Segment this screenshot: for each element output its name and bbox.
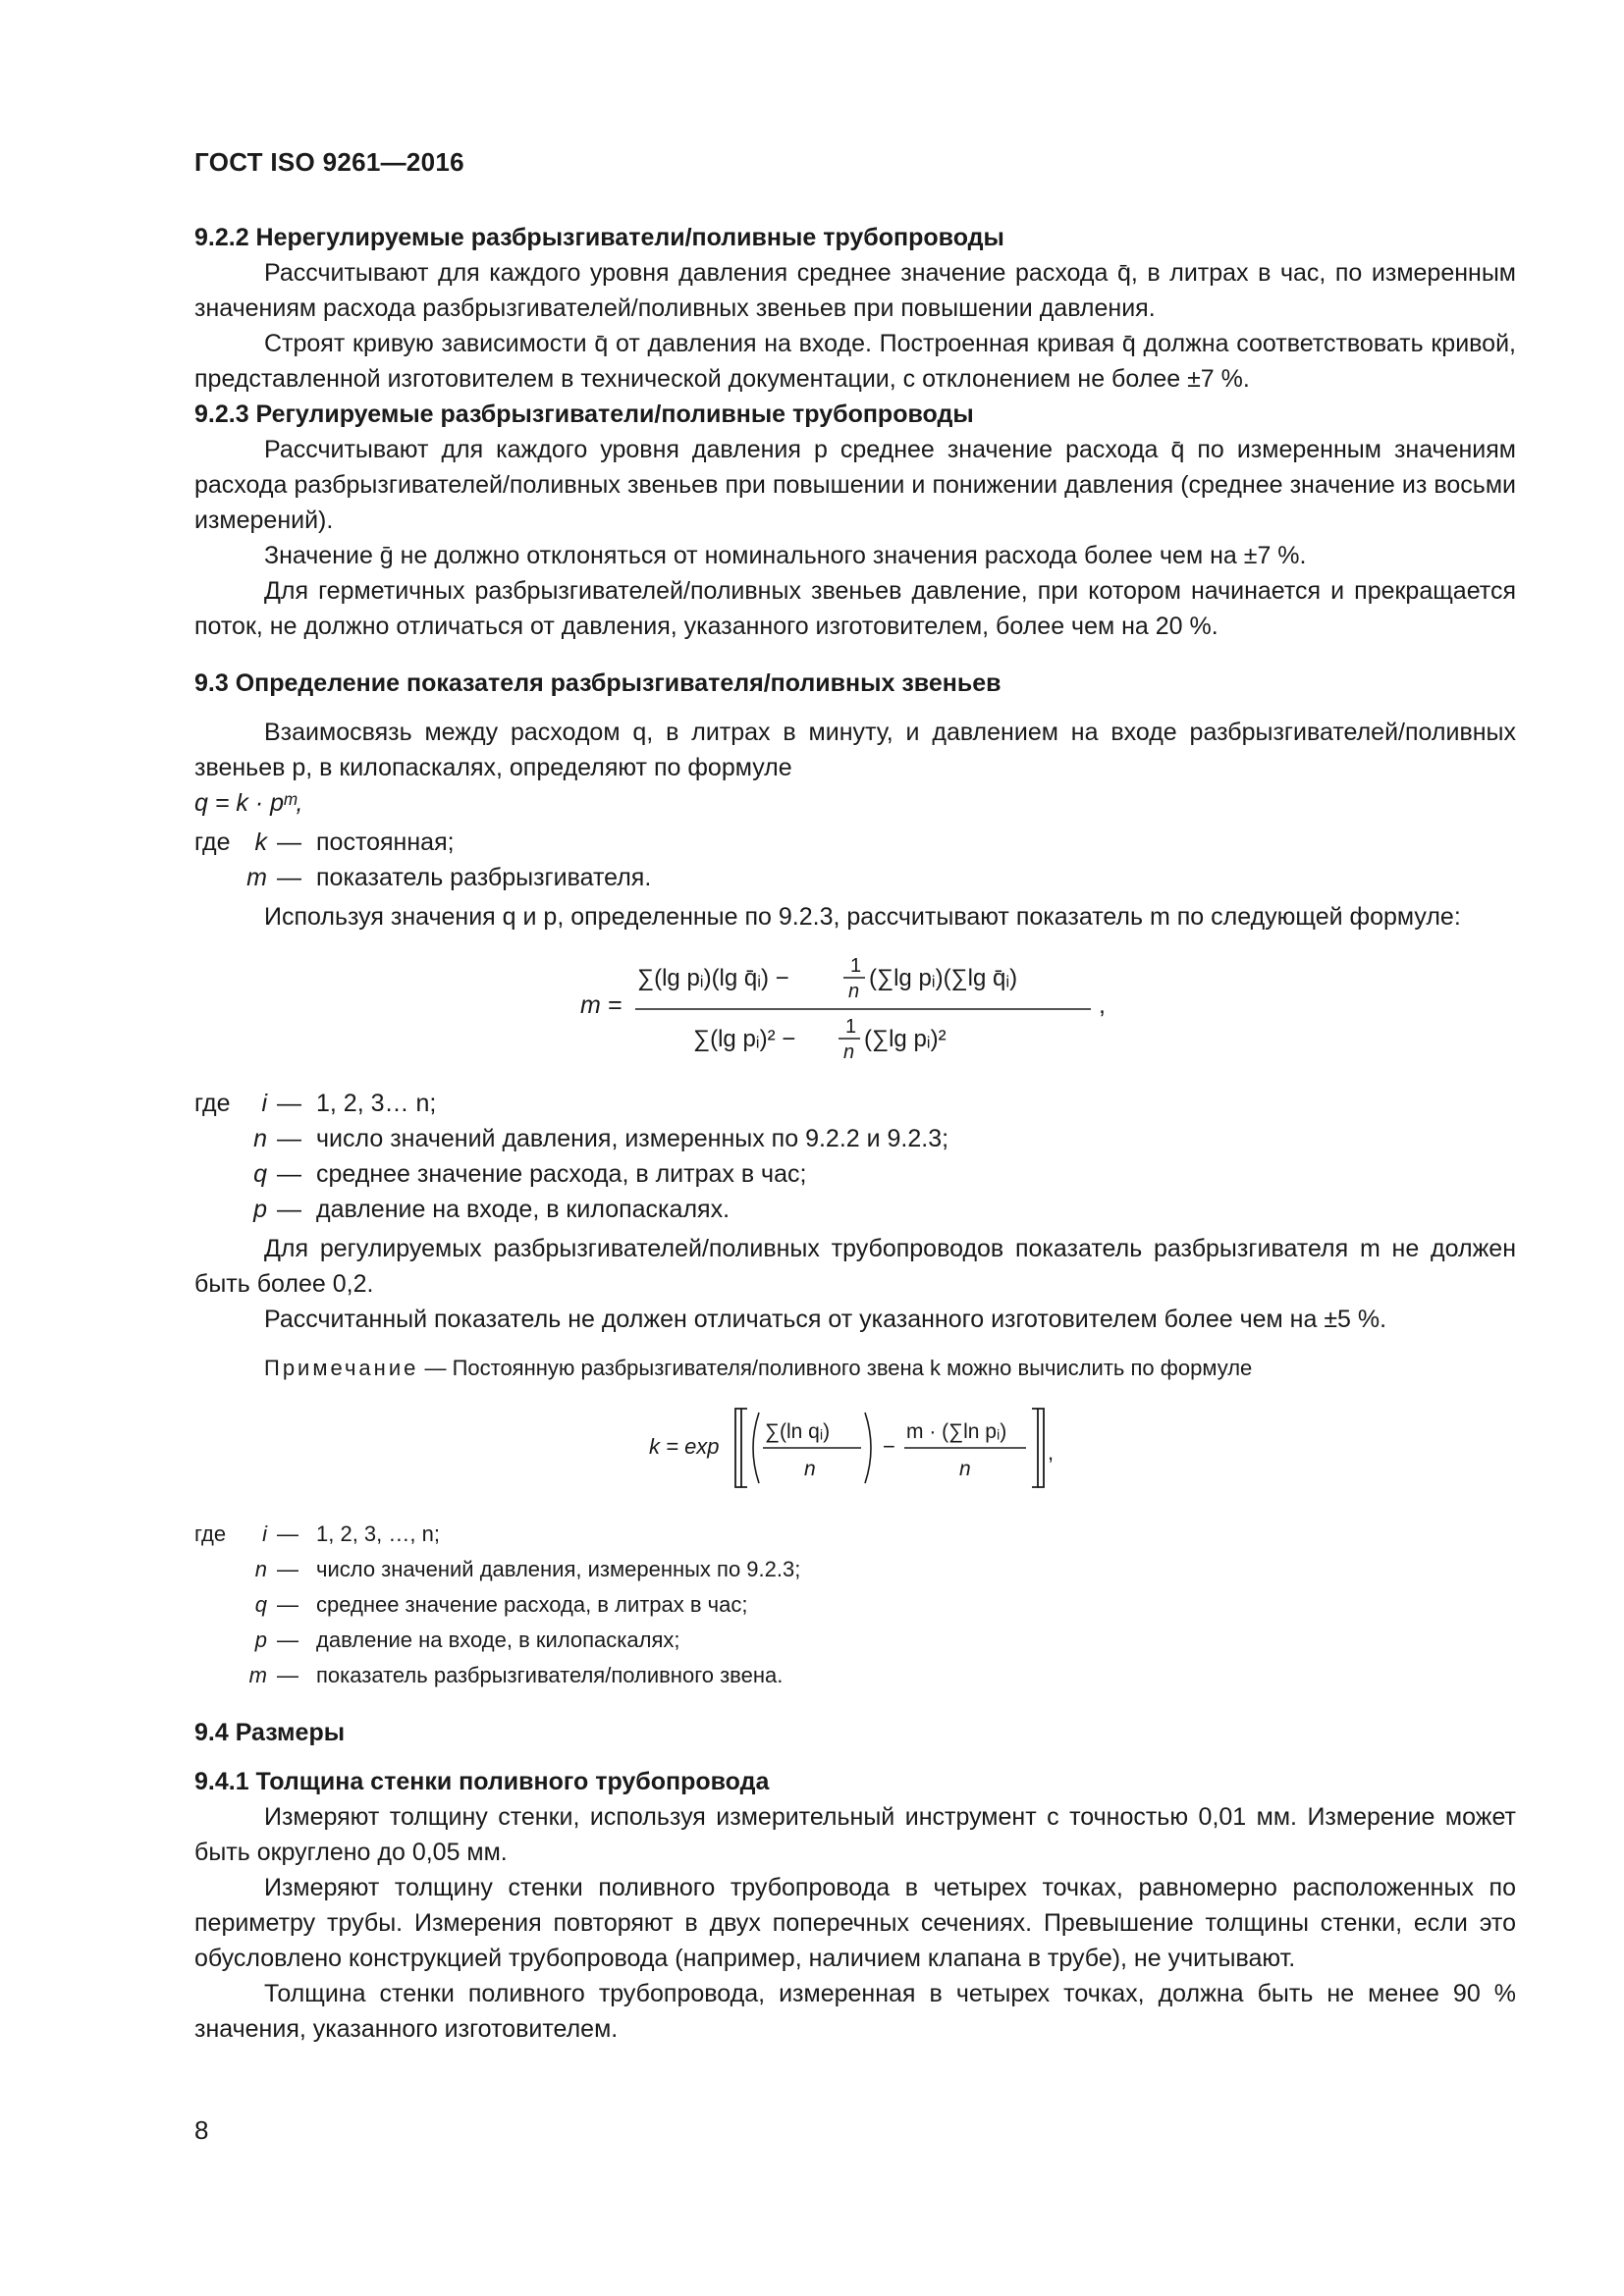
definition-prefix (194, 1623, 238, 1658)
note-label: Примечание (264, 1356, 419, 1380)
section-9-4-1-heading: 9.4.1 Толщина стенки поливного трубопровода (194, 1768, 770, 1795)
definition-symbol: k (254, 828, 267, 856)
section-9-3-paragraph-4: Рассчитанный показатель не должен отличаться от указанного изготовителем более чем на ±5 %. (264, 1306, 1387, 1333)
definition-text: давление на входе, в килопаскалях; (316, 1628, 680, 1652)
definition-dash: — (277, 864, 301, 891)
definition-symbol: p (253, 1196, 267, 1223)
page-number: 8 (194, 2115, 209, 2145)
definition-dash: — (277, 1557, 298, 1581)
definition-row (194, 1623, 1516, 1658)
definition-row (194, 1517, 1516, 1552)
definition-dash: — (277, 1160, 301, 1188)
formula-m-lhs: m = (580, 991, 623, 1019)
definition-row (194, 1552, 1516, 1587)
section-9-3-heading: 9.3 Определение показателя разбрызгивателя/поливных звеньев (194, 669, 1001, 697)
definition-row (194, 1192, 1516, 1227)
section-9-2-3-paragraph-3: Для герметичных разбрызгивателей/поливных звеньев давление, при котором начинается и прекращается поток, не должно отличаться от давления, указанного изготовителем, более чем на 20 %. (194, 577, 1516, 640)
definition-symbol: n (253, 1125, 267, 1152)
definition-dash: — (277, 1090, 301, 1117)
formula-k-numerator-2: m · (∑ln pᵢ) (906, 1420, 1007, 1443)
definition-row (194, 825, 1516, 860)
formula-m-numerator-fraction-den: n (848, 981, 860, 1002)
section-9-4-1-paragraph-2: Измеряют толщину стенки поливного трубопровода в четырех точках, равномерно расположенных по периметру трубы. Измерения повторяют в двух поперечных сечениях. Превышение толщины стенки, если это обусловлено конструкцией трубопровода (например, наличием клапана в трубе), не учитывают. (194, 1874, 1516, 1972)
section-9-2-3-paragraph-1: Рассчитывают для каждого уровня давления p среднее значение расхода q̄ по измеренным значениям расхода разбрызгивателей/поливных звеньев при повышении и понижении давления (среднее значение из восьми измерений). (194, 436, 1516, 534)
definition-prefix (194, 1658, 238, 1693)
definition-text: постоянная; (316, 828, 455, 856)
definition-row (194, 1156, 1516, 1192)
definition-dash: — (277, 1663, 298, 1687)
document-code-header: ГОСТ ISO 9261—2016 (194, 147, 464, 177)
definition-row (194, 1658, 1516, 1693)
formula-k-end-comma: , (1048, 1440, 1055, 1465)
definition-prefix (194, 1587, 238, 1623)
formula-k-numerator-1: ∑(ln qᵢ) (765, 1420, 831, 1443)
definition-dash: — (277, 1125, 301, 1152)
definitions-list-2 (194, 1086, 1516, 1227)
definition-text: давление на входе, в килопаскалях. (316, 1196, 731, 1223)
section-9-2-3-paragraph-2: Значение ḡ не должно отклоняться от номинального значения расхода более чем на ±7 %. (264, 542, 1307, 569)
formula-constant-k (649, 1399, 1061, 1497)
section-9-3-paragraph-2: Используя значения q и p, определенные по 9.2.3, рассчитывают показатель m по следующей формуле: (264, 903, 1461, 931)
definition-dash: — (277, 1592, 298, 1617)
formula-flow-pressure: q = k · pᵐ, (194, 789, 303, 817)
definition-dash: — (277, 1522, 298, 1546)
definition-prefix: где (194, 828, 231, 856)
definition-text: 1, 2, 3… n; (316, 1090, 437, 1117)
section-9-3-paragraph-1: Взаимосвязь между расходом q, в литрах в минуту, и давлением на входе разбрызгивателей/поливных звеньев p, в килопаскалях, определяют по формуле (194, 719, 1516, 781)
formula-m-denominator-fraction-num: 1 (845, 1016, 857, 1038)
definition-dash: — (277, 1196, 301, 1223)
definition-text: показатель разбрызгивателя/поливного звена. (316, 1663, 784, 1687)
definition-symbol: m (248, 1663, 267, 1687)
definition-text: показатель разбрызгивателя. (316, 864, 652, 891)
definition-symbol: m (246, 864, 267, 891)
formula-exponent-m (580, 948, 1130, 1066)
definition-symbol: n (254, 1557, 267, 1581)
definition-text: среднее значение расхода, в литрах в час; (316, 1592, 748, 1617)
section-9-2-3-heading: 9.2.3 Регулируемые разбрызгиватели/поливные трубопроводы (194, 400, 974, 428)
definition-text: число значений давления, измеренных по 9.2.2 и 9.2.3; (316, 1125, 949, 1152)
section-9-4-1-paragraph-3: Толщина стенки поливного трубопровода, измеренная в четырех точках, должна быть не менее 90 % значения, указанного изготовителем. (194, 1980, 1516, 2043)
definition-prefix (194, 860, 238, 895)
formula-m-numerator-part-a: ∑(lg pᵢ)(lg q̄ᵢ) − (637, 965, 789, 991)
note-text: — Постоянную разбрызгивателя/поливного звена k можно вычислить по формуле (418, 1356, 1253, 1380)
definition-dash: — (277, 1628, 298, 1652)
definition-symbol: i (262, 1522, 267, 1546)
definition-symbol: q (254, 1592, 267, 1617)
page-content (194, 220, 1516, 2047)
definition-prefix: где (194, 1522, 227, 1546)
definitions-list-3 (194, 1517, 1516, 1693)
definition-prefix (194, 1156, 238, 1192)
formula-k-minus: − (883, 1434, 895, 1459)
formula-m-denominator-part-b: (∑lg pᵢ)² (864, 1026, 947, 1052)
section-9-2-2-heading: 9.2.2 Нерегулируемые разбрызгиватели/поливные трубопроводы (194, 224, 1004, 251)
formula-m-denominator-part-a: ∑(lg pᵢ)² − (693, 1026, 796, 1052)
note-paragraph (194, 1351, 1516, 1385)
formula-m-end-comma: , (1099, 991, 1106, 1019)
definition-text: среднее значение расхода, в литрах в час; (316, 1160, 807, 1188)
section-9-3-paragraph-3: Для регулируемых разбрызгивателей/поливных трубопроводов показатель разбрызгивателя m не должен быть более 0,2. (194, 1235, 1516, 1298)
definition-text: 1, 2, 3, …, n; (316, 1522, 440, 1546)
definition-text: число значений давления, измеренных по 9.2.3; (316, 1557, 801, 1581)
formula-k-lhs: k = exp (649, 1434, 720, 1459)
definition-row (194, 1121, 1516, 1156)
section-9-2-2-paragraph-2: Строят кривую зависимости q̄ от давления на входе. Построенная кривая q̄ должна соответствовать кривой, представленной изготовителем в технической документации, с отклонением не более ±7 %. (194, 330, 1516, 393)
definition-prefix: где (194, 1090, 231, 1117)
formula-k-denominator-1: n (804, 1458, 816, 1480)
section-9-2-2-paragraph-1: Рассчитывают для каждого уровня давления среднее значение расхода q̄, в литрах в час, по измеренным значениям расхода разбрызгивателей/поливных звеньев при повышении давления. (194, 259, 1516, 322)
definition-symbol: p (254, 1628, 267, 1652)
formula-m-denominator-fraction-den: n (843, 1041, 855, 1063)
definition-row (194, 1587, 1516, 1623)
definition-row (194, 860, 1516, 895)
definitions-list-1 (194, 825, 1516, 895)
definition-prefix (194, 1552, 238, 1587)
definition-row (194, 1086, 1516, 1121)
definition-dash: — (277, 828, 301, 856)
formula-k-denominator-2: n (959, 1458, 971, 1480)
formula-m-numerator-part-b: (∑lg pᵢ)(∑lg q̄ᵢ) (869, 965, 1018, 991)
definition-symbol: i (261, 1090, 267, 1117)
definition-prefix (194, 1121, 238, 1156)
definition-prefix (194, 1192, 238, 1227)
definition-symbol: q (253, 1160, 267, 1188)
section-9-4-1-paragraph-1: Измеряют толщину стенки, используя измерительный инструмент с точностью 0,01 мм. Измерение может быть округлено до 0,05 мм. (194, 1803, 1516, 1866)
formula-m-numerator-fraction-num: 1 (850, 955, 862, 977)
section-9-4-heading: 9.4 Размеры (194, 1719, 346, 1746)
